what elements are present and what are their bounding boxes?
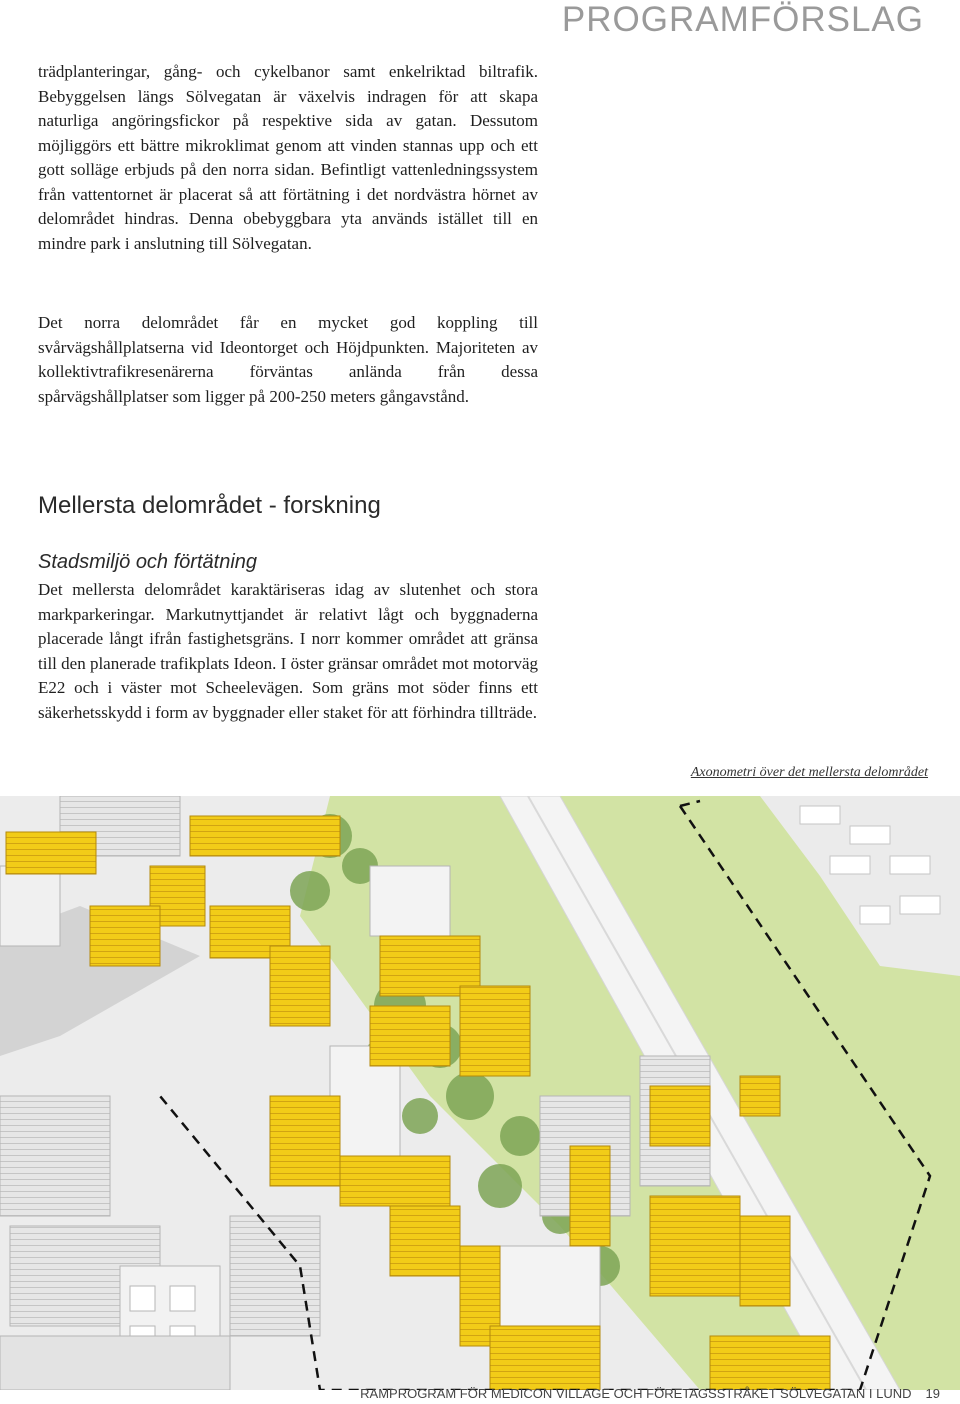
- section-paragraph: Det mellersta delområdet karaktäriseras idag av slutenhet och stora markparkeringar. Markutnyttjandet är relativt lågt och byggnaderna placerade långt ifrån fastighetsgräns. I norr kommer området att gränsa till den planerade trafikplats Ideon. I öster gränsar området mot motorväg E22 och i väster mot Scheelevägen. Som gräns mot söder finns ett säkerhetsskydd i form av byggnader eller staket för att förhindra tillträde.: [38, 580, 538, 722]
- section-heading: Mellersta delområdet - forskning: [38, 492, 381, 519]
- page-number: 19: [925, 1386, 940, 1401]
- page-footer: [360, 1386, 940, 1401]
- body-paragraph-2: Det norra delområdet får en mycket god koppling till svårvägshållplatserna vid Ideontorget och Höjdpunkten. Majoriteten av kollektivtrafikresenärerna förväntas anlända från dessa spårvägshållplatser som ligger på 200-250 meters gångavstånd.: [38, 313, 538, 406]
- body-paragraph-1: trädplanteringar, gång- och cykelbanor samt enkelriktad biltrafik. Bebyggelsen längs Sölvegatan är växelvis indragen för att skapa naturliga angöringsfickor på respektive sida av gatan. Dessutom möjliggörs ett bättre mikroklimat genom att vinden stannas upp och ett gott solläge erbjuds på den norra sidan. Befintligt vattenledningssystem från vattentornet är placerat så att förtätning i det nordvästra hörnet av delområdet hindras. Denna obebyggbara yta används istället till en mindre park i anslutning till Sölvegatan.: [38, 62, 538, 253]
- section-subheading: Stadsmiljö och förtätning: [38, 551, 258, 573]
- figure-caption: Axonometri över det mellersta delområdet: [690, 765, 928, 780]
- page-header-title: PROGRAMFÖRSLAG: [561, 0, 924, 39]
- footer-title: RAMPROGRAM FÖR MEDICON VILLAGE OCH FÖRETAGSSTRÅKET SÖLVEGATAN I LUND: [360, 1386, 912, 1401]
- axonometric-map: [0, 796, 960, 1390]
